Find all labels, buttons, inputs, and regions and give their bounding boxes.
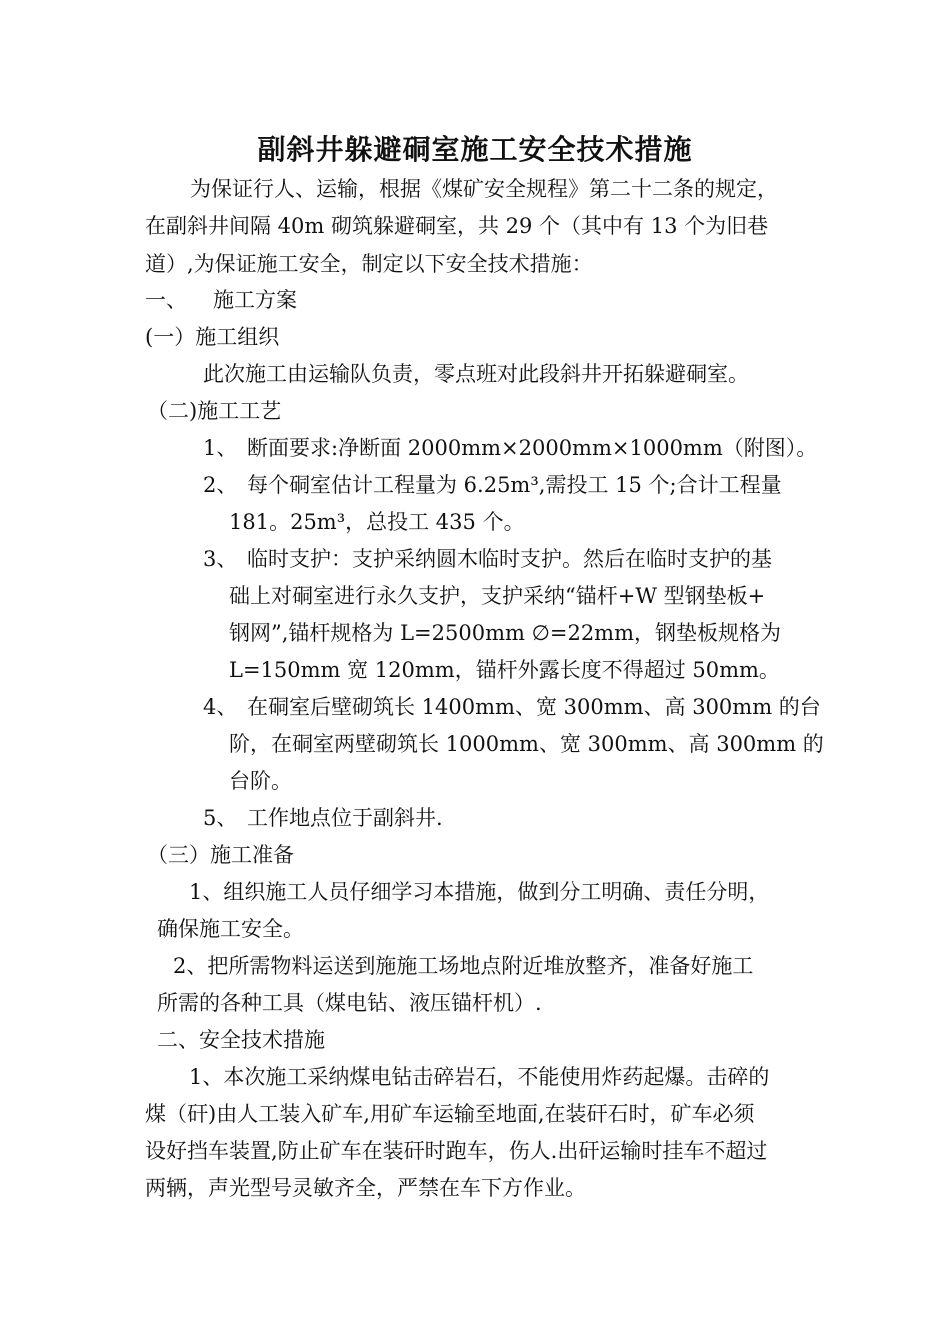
list-item-4-line-3: 台阶。: [229, 769, 292, 793]
list-item-4-line-2: 阶，在硐室两壁砌筑长 1000mm、宽 300mm、高 300mm 的: [229, 732, 824, 756]
list-item-3: [203, 541, 772, 578]
prep-item-2-line-1: 2、把所需物料运送到施施工场地点附近堆放整齐，准备好施工: [173, 954, 754, 978]
prep-item-1-line-1: 1、组织施工人员仔细学习本措施，做到分工明确、责任分明，: [189, 880, 770, 904]
list-item-5-number: 5、: [203, 806, 238, 830]
subsection-1-text: 此次施工由运输队负责，零点班对此段斜井开拓躲避硐室。: [203, 362, 749, 386]
list-item-2-line-2: 181。25m³，总投工 435 个。: [229, 510, 525, 534]
section-heading-1: [145, 282, 297, 319]
list-item-2-line-1: 每个硐室估计工程量为 6.25m³,需投工 15 个;合计工程量: [247, 473, 782, 497]
prep-item-1-line-2: 确保施工安全。: [157, 917, 304, 941]
subsection-2-heading: （二)施工工艺: [147, 399, 282, 423]
document-title: 副斜井躲避硐室施工安全技术措施: [257, 133, 693, 166]
intro-line-1: 为保证行人、运输，根据《煤矿安全规程》第二十二条的规定，: [190, 177, 778, 201]
list-item-3-number: 3、: [203, 547, 238, 571]
safety-para-line-4: 两辆，声光型号灵敏齐全，严禁在车下方作业。: [145, 1176, 586, 1200]
safety-para-line-1: 1、本次施工采纳煤电钻击碎岩石，不能使用炸药起爆。击碎的: [189, 1065, 770, 1089]
list-item-2-number: 2、: [203, 473, 238, 497]
list-item-2: [203, 467, 782, 504]
subsection-3-heading: （三）施工准备: [147, 843, 294, 867]
safety-para-line-2: 煤（矸)由人工装入矿车,用矿车运输至地面,在装矸石时，矿车必须: [145, 1102, 755, 1126]
intro-paragraph: [145, 171, 815, 283]
intro-line-2: 在副斜井间隔 40m 砌筑躲避硐室，共 29 个（其中有 13 个为旧巷: [145, 214, 769, 239]
list-item-5-text: 工作地点位于副斜井.: [247, 806, 443, 830]
list-item-4-line-1: 在硐室后壁砌筑长 1400mm、宽 300mm、高 300mm 的台: [247, 695, 821, 719]
list-item-1: [203, 430, 817, 467]
list-item-3-line-2: 础上对硐室进行永久支护，支护采纳“锚杆+W 型钢垫板+: [229, 584, 766, 608]
list-item-3-line-3: 钢网”,锚杆规格为 L=2500mm ∅=22mm，钢垫板规格为: [229, 621, 782, 645]
list-item-5: [203, 800, 443, 837]
list-item-3-line-4: L=150mm 宽 120mm，锚杆外露长度不得超过 50mm。: [229, 658, 780, 682]
subsection-1-heading: (一）施工组织: [145, 325, 280, 349]
section-heading-2: 二、安全技术措施: [157, 1028, 325, 1052]
safety-para-line-3: 设好挡车装置,防止矿车在装矸时跑车，伤人.出矸运输时挂车不超过: [145, 1139, 768, 1163]
list-item-1-number: 1、: [203, 436, 238, 460]
list-item-4: [203, 689, 821, 726]
prep-item-2-line-2: 所需的各种工具（煤电钻、液压锚杆机）.: [157, 991, 542, 1015]
list-item-4-number: 4、: [203, 695, 238, 719]
section-1-number: 一、: [145, 288, 187, 312]
section-1-title: 施工方案: [213, 288, 297, 312]
intro-line-3: 道）,为保证施工安全，制定以下安全技术措施：: [145, 251, 593, 276]
list-item-3-line-1: 临时支护：支护采纳圆木临时支护。然后在临时支护的基: [247, 547, 772, 571]
list-item-1-text: 断面要求:净断面 2000mm×2000mm×1000mm（附图）。: [247, 436, 818, 460]
